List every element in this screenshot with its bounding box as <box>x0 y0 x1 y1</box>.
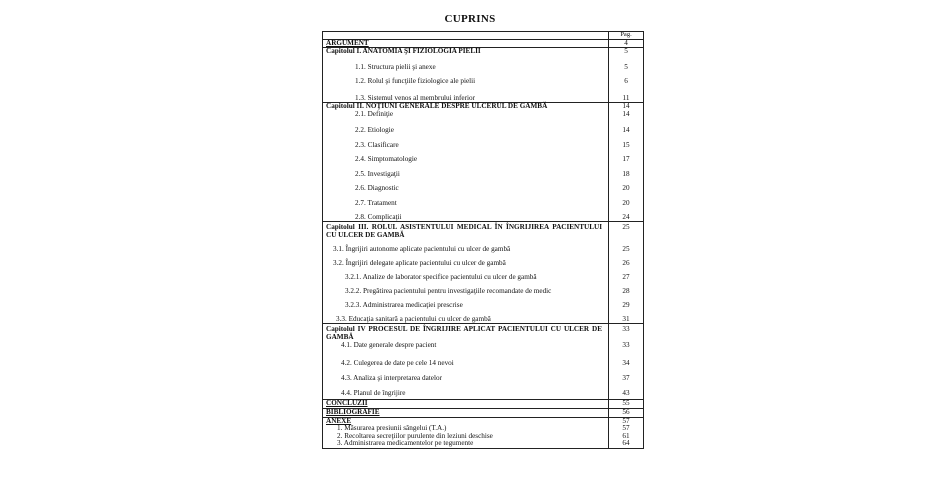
toc-entry-page: 26 <box>609 254 644 268</box>
toc-entry-page: 4 <box>609 39 644 48</box>
toc-row <box>323 149 644 164</box>
toc-entry-page: 15 <box>609 135 644 150</box>
toc-entry-text: 2.4. Simptomatologie <box>323 149 609 164</box>
toc-entry-text: 2.5. Investigaţii <box>323 164 609 179</box>
toc-entry-text: 1.1. Structura pielii şi anexe <box>323 58 609 72</box>
toc-row <box>323 240 644 254</box>
toc-row <box>323 383 644 400</box>
toc-entry-text: 2.8. Complicaţii <box>323 207 609 222</box>
table-header-row <box>323 32 644 40</box>
toc-row <box>323 368 644 383</box>
toc-entry-text: 2. Recoltarea secreţiilor purulente din leziuni deschise <box>323 433 609 441</box>
toc-entry-page: 14 <box>609 103 644 111</box>
toc-row-chapter-3 <box>323 222 644 240</box>
toc-row <box>323 86 644 103</box>
toc-row <box>323 135 644 150</box>
toc-entry-text: 2.1. Definiţie <box>323 111 609 120</box>
toc-row <box>323 120 644 135</box>
toc-row <box>323 351 644 368</box>
toc-row <box>323 254 644 268</box>
toc-entry-page: 33 <box>609 342 644 351</box>
toc-entry-text: 1.3. Sistemul venos al membrului inferior <box>323 86 609 103</box>
toc-row <box>323 111 644 120</box>
toc-entry-page: 56 <box>609 409 644 418</box>
toc-entry-text: BIBLIOGRAFIE <box>323 409 609 418</box>
toc-entry-page: 14 <box>609 120 644 135</box>
toc-entry-page: 28 <box>609 282 644 296</box>
toc-entry-page: 57 <box>609 417 644 425</box>
toc-entry-page: 33 <box>609 324 644 342</box>
page-column-header: Pag. <box>609 32 644 40</box>
toc-row <box>323 342 644 351</box>
toc-entry-page: 24 <box>609 207 644 222</box>
toc-row <box>323 207 644 222</box>
toc-entry-text: CONCLUZII <box>323 400 609 409</box>
toc-entry-text: Capitolul I. ANATOMIA ŞI FIZIOLOGIA PIELII <box>323 48 609 58</box>
toc-row <box>323 282 644 296</box>
toc-entry-text: 4.2. Culegerea de date pe cele 14 nevoi <box>323 351 609 368</box>
toc-entry-page: 18 <box>609 164 644 179</box>
toc-row <box>323 440 644 448</box>
toc-row <box>323 268 644 282</box>
toc-entry-text: 4.4. Planul de îngrijire <box>323 383 609 400</box>
toc-entry-page: 14 <box>609 111 644 120</box>
toc-entry-text: 2.6. Diagnostic <box>323 178 609 193</box>
toc-entry-text: 3.2.3. Administrarea medicaţiei prescrise <box>323 296 609 310</box>
toc-entry-text: 1.2. Rolul şi funcţiile fiziologice ale pielii <box>323 72 609 86</box>
toc-row <box>323 296 644 310</box>
toc-entry-page: 57 <box>609 425 644 433</box>
toc-entry-text: ANEXE <box>323 417 609 425</box>
toc-entry-text: Capitolul II. NOŢIUNI GENERALE DESPRE ULCERUL DE GAMBĂ <box>323 103 609 111</box>
toc-entry-text: 3. Administrarea medicamentelor pe tegumente <box>323 440 609 448</box>
toc-entry-page: 34 <box>609 351 644 368</box>
toc-row-chapter-1 <box>323 48 644 58</box>
toc-entry-page: 55 <box>609 400 644 409</box>
toc-entry-page: 43 <box>609 383 644 400</box>
toc-entry-text: 3.1. Îngrijiri autonome aplicate pacientului cu ulcer de gambă <box>323 240 609 254</box>
toc-entry-page: 37 <box>609 368 644 383</box>
toc-entry-page: 25 <box>609 222 644 240</box>
toc-entry-text: 1. Măsurarea presiunii sângelui (T.A.) <box>323 425 609 433</box>
toc-row <box>323 178 644 193</box>
toc-entry-text: 2.7. Tratament <box>323 193 609 208</box>
toc-row <box>323 58 644 72</box>
toc-row <box>323 164 644 179</box>
toc-entry-text <box>323 222 609 240</box>
toc-entry-page: 20 <box>609 193 644 208</box>
toc-entry-page: 5 <box>609 58 644 72</box>
toc-entry-text-wrapped: Capitolul III. ROLUL ASISTENTULUI MEDICAL ÎN ÎNGRIJIREA PACIENTULUI CU ULCER DE GAMBĂ <box>326 223 602 239</box>
toc-entry-text: 3.2. Îngrijiri delegate aplicate pacientului cu ulcer de gambă <box>323 254 609 268</box>
toc-entry-text-wrapped: Capitolul IV PROCESUL DE ÎNGRIJIRE APLICAT PACIENTULUI CU ULCER DE GAMBĂ <box>326 325 602 341</box>
toc-entry-page: 61 <box>609 433 644 441</box>
toc-entry-text: 4.1. Date generale despre pacient <box>323 342 609 351</box>
toc-entry-page: 17 <box>609 149 644 164</box>
toc-title: CUPRINS <box>444 13 496 25</box>
toc-entry-page: 25 <box>609 240 644 254</box>
toc-entry-page: 31 <box>609 310 644 324</box>
toc-row <box>323 310 644 324</box>
toc-entry-text: 3.2.1. Analize de laborator specifice pacientului cu ulcer de gambă <box>323 268 609 282</box>
table-of-contents <box>322 31 644 449</box>
toc-entry-text: 2.2. Etiologie <box>323 120 609 135</box>
toc-entry-page: 6 <box>609 72 644 86</box>
toc-entry-page: 27 <box>609 268 644 282</box>
toc-row <box>323 72 644 86</box>
toc-entry-page: 64 <box>609 440 644 448</box>
toc-entry-page: 20 <box>609 178 644 193</box>
toc-entry-page: 29 <box>609 296 644 310</box>
toc-entry-text: 4.3. Analiza şi interpretarea datelor <box>323 368 609 383</box>
toc-entry-text: 2.3. Clasificare <box>323 135 609 150</box>
toc-entry-page: 5 <box>609 48 644 58</box>
toc-row <box>323 193 644 208</box>
toc-entry-page: 11 <box>609 86 644 103</box>
toc-row-chapter-4 <box>323 324 644 342</box>
toc-entry-text <box>323 324 609 342</box>
toc-entry-text: 3.3. Educaţia sanitară a pacientului cu ulcer de gambă <box>323 310 609 324</box>
toc-entry-text: 3.2.2. Pregătirea pacientului pentru investigaţiile recomandate de medic <box>323 282 609 296</box>
toc-entry-text: ARGUMENT <box>323 39 609 48</box>
toc-row-bibliography <box>323 409 644 418</box>
